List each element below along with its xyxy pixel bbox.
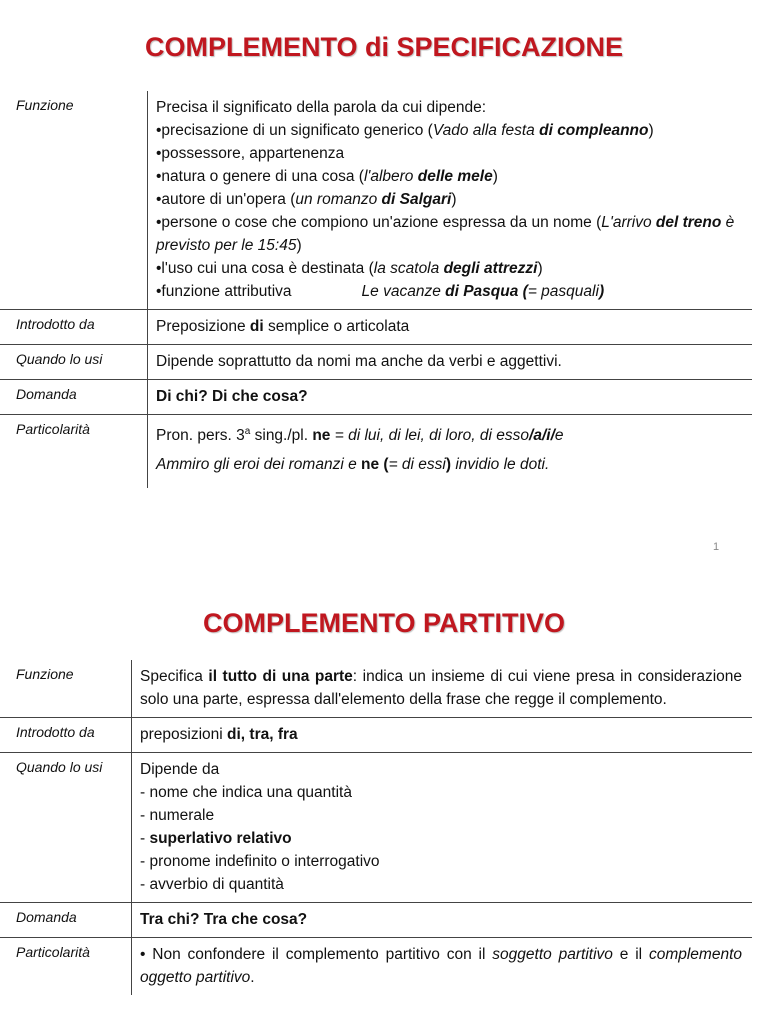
list-item: - nome che indica una quantità bbox=[140, 784, 352, 801]
row-label-funzione: Funzione bbox=[16, 666, 74, 682]
table-row-funzione bbox=[0, 660, 752, 718]
table-row-quando bbox=[0, 753, 752, 903]
funzione-content bbox=[148, 91, 753, 310]
quando-content: Dipende soprattutto da nomi ma anche da verbi e aggettivi. bbox=[148, 345, 753, 380]
list-item: •precisazione di un significato generico (Vado alla festa di compleanno) bbox=[156, 122, 654, 139]
row-label-particolarita: Particolarità bbox=[0, 415, 148, 489]
row-label-quando: Quando lo usi bbox=[0, 345, 148, 380]
row-label-funzione: Funzione bbox=[16, 97, 74, 113]
table-row-particolarita bbox=[0, 938, 752, 996]
list-item: •funzione attributiva Le vacanze di Pasqua (= pasquali) bbox=[156, 283, 605, 300]
particolarita-line-1: Pron. pers. 3$^a$ sing./pl. ne = di lui, di lei, di loro, di esso/a/i/e bbox=[156, 426, 564, 445]
row-label-quando: Quando lo usi bbox=[0, 753, 132, 903]
introdotto-content: Preposizione di semplice o articolata bbox=[148, 310, 753, 345]
particolarita-content: • Non confondere il complemento partitivo con il soggetto partitivo e il complemento oggetto partitivo. bbox=[132, 938, 753, 996]
list-item: •persone o cose che compiono un'azione espressa da un nome (L'arrivo del treno è previsto per le 15:45) bbox=[156, 214, 735, 254]
table-row-domanda bbox=[0, 380, 752, 415]
slide1-title: COMPLEMENTO di SPECIFICAZIONE bbox=[144, 32, 624, 62]
list-item: •l'uso cui una cosa è destinata (la scatola degli attrezzi) bbox=[156, 260, 543, 277]
row-label-domanda: Domanda bbox=[0, 380, 148, 415]
introdotto-content: preposizioni di, tra, fra bbox=[132, 718, 753, 753]
table-row-introdotto bbox=[0, 718, 752, 753]
quando-intro: Dipende da bbox=[140, 761, 220, 778]
list-item: •autore di un'opera (un romanzo di Salgari) bbox=[156, 191, 457, 208]
table-row-domanda bbox=[0, 903, 752, 938]
particolarita-content bbox=[148, 415, 753, 489]
specificazione-table bbox=[0, 91, 752, 488]
list-item: - numerale bbox=[140, 807, 215, 824]
row-label-introdotto: Introdotto da bbox=[0, 718, 132, 753]
page-number: 1 bbox=[713, 541, 720, 553]
list-item: - superlativo relativo bbox=[140, 830, 292, 847]
domanda-content: Di chi? Di che cosa? bbox=[148, 380, 753, 415]
domanda-content: Tra chi? Tra che cosa? bbox=[132, 903, 753, 938]
quando-content bbox=[132, 753, 753, 903]
funzione-intro: Precisa il significato della parola da cui dipende: bbox=[156, 99, 487, 116]
table-row-particolarita bbox=[0, 415, 752, 489]
table-row-introdotto bbox=[0, 310, 752, 345]
row-label-domanda: Domanda bbox=[0, 903, 132, 938]
slide2-title: COMPLEMENTO PARTITIVO bbox=[202, 608, 565, 638]
row-label-introdotto: Introdotto da bbox=[0, 310, 148, 345]
particolarita-line-2: Ammiro gli eroi dei romanzi e ne (= di essi) invidio le doti. bbox=[156, 456, 550, 474]
list-item: - avverbio di quantità bbox=[140, 876, 284, 893]
table-row-funzione bbox=[0, 91, 752, 310]
funzione-content: Specifica il tutto di una parte: indica un insieme di cui viene presa in considerazione solo una parte, espressa dall'elemento della frase che regge il complemento. bbox=[132, 660, 753, 718]
list-item: •possessore, appartenenza bbox=[156, 145, 345, 162]
list-item: •natura o genere di una cosa (l'albero delle mele) bbox=[156, 168, 498, 185]
row-label-particolarita: Particolarità bbox=[0, 938, 132, 996]
partitivo-table bbox=[0, 660, 752, 995]
list-item: - pronome indefinito o interrogativo bbox=[140, 853, 380, 870]
table-row-quando bbox=[0, 345, 752, 380]
